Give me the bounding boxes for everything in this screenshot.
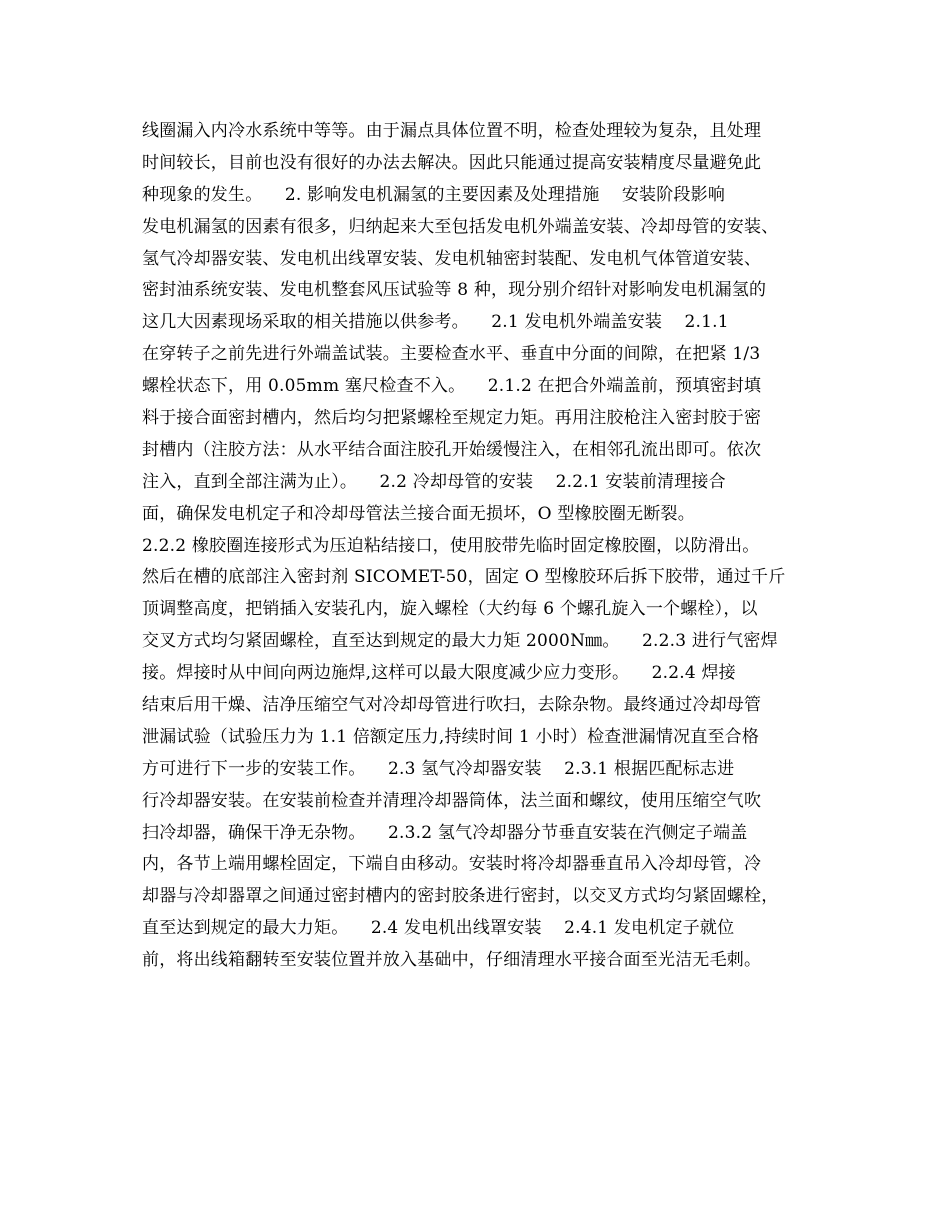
- text-line: 注入，直到全部注满为止）。 2.2 冷却母管的安装 2.2.1 安装前清理接合: [142, 471, 726, 492]
- text-line: 螺栓状态下，用 0.05mm 塞尺检查不入。 2.1.2 在把合外端盖前，预填密封填: [142, 376, 762, 397]
- text-line: 结束后用干燥、洁净压缩空气对冷却母管进行吹扫，去除杂物。最终通过冷却母管: [142, 695, 762, 716]
- text-line: 线圈漏入内冷水系统中等等。由于漏点具体位置不明，检查处理较为复杂，且处理: [142, 121, 762, 141]
- text-line: 行冷却器安装。在安装前检查并清理冷却器筒体，法兰面和螺纹，使用压缩空气吹: [142, 790, 762, 811]
- text-line: 面，确保发电机定子和冷却母管法兰接合面无损坏，O 型橡胶圈无断裂。: [142, 503, 695, 524]
- text-line: 前，将出线箱翻转至安装位置并放入基础中，仔细清理水平接合面至光洁无毛刺。: [142, 950, 762, 971]
- text-line: 密封油系统安装、发电机整套风压试验等 8 种，现分别介绍针对影响发电机漏氢的: [142, 280, 767, 301]
- text-line: 接。焊接时从中间向两边施焊,这样可以最大限度减少应力变形。 2.2.4 焊接: [142, 663, 736, 684]
- text-line: 发电机漏氢的因素有很多，归纳起来大至包括发电机外端盖安装、冷却母管的安装、: [142, 216, 779, 237]
- text-line: 交叉方式均匀紧固螺栓，直至达到规定的最大力矩 2000N㎜。 2.2.3 进行气密焊: [142, 631, 778, 652]
- text-line: 泄漏试验（试验压力为 1.1 倍额定压力,持续时间 1 小时）检查泄漏情况直至合格: [142, 726, 760, 747]
- text-line: 封槽内（注胶方法：从水平结合面注胶孔开始缓慢注入，在相邻孔流出即可。依次: [142, 439, 762, 460]
- text-line: 扫冷却器，确保干净无杂物。 2.3.2 氢气冷却器分节垂直安装在汽侧定子端盖: [142, 822, 748, 843]
- text-line: 方可进行下一步的安装工作。 2.3 氢气冷却器安装 2.3.1 根据匹配标志进: [142, 758, 735, 779]
- text-line: 内，各节上端用螺栓固定，下端自由移动。安装时将冷却器垂直吊入冷却母管，冷: [142, 854, 762, 875]
- text-line: 氢气冷却器安装、发电机出线罩安装、发电机轴密封装配、发电机气体管道安装、: [142, 248, 762, 269]
- text-line: 顶调整高度，把销插入安装孔内，旋入螺栓（大约每 6 个螺孔旋入一个螺栓），以: [142, 599, 758, 620]
- text-line: 却器与冷却器罩之间通过密封槽内的密封胶条进行密封，以交叉方式均匀紧固螺栓，: [142, 886, 779, 907]
- text-line: 在穿转子之前先进行外端盖试装。主要检查水平、垂直中分面的间隙，在把紧 1/3: [142, 344, 761, 365]
- text-line: 料于接合面密封槽内，然后均匀把紧螺栓至规定力矩。再用注胶枪注入密封胶于密: [142, 408, 762, 429]
- text-line: 2.2.2 橡胶圈连接形式为压迫粘结接口，使用胶带先临时固定橡胶圈，以防滑出。: [142, 535, 760, 556]
- text-line: 这几大因素现场采取的相关措施以供参考。 2.1 发电机外端盖安装 2.1.1: [142, 312, 729, 333]
- text-line: 种现象的发生。 2. 影响发电机漏氢的主要因素及处理措施 安装阶段影响: [142, 184, 726, 205]
- text-line: 然后在槽的底部注入密封剂 SICOMET-50，固定 O 型橡胶环后拆下胶带，通过千斤: [142, 567, 786, 588]
- text-line: 直至达到规定的最大力矩。 2.4 发电机出线罩安装 2.4.1 发电机定子就位: [142, 918, 735, 939]
- body-text: [142, 116, 822, 977]
- text-line: 时间较长，目前也没有很好的办法去解决。因此只能通过提高安装精度尽量避免此: [142, 152, 762, 173]
